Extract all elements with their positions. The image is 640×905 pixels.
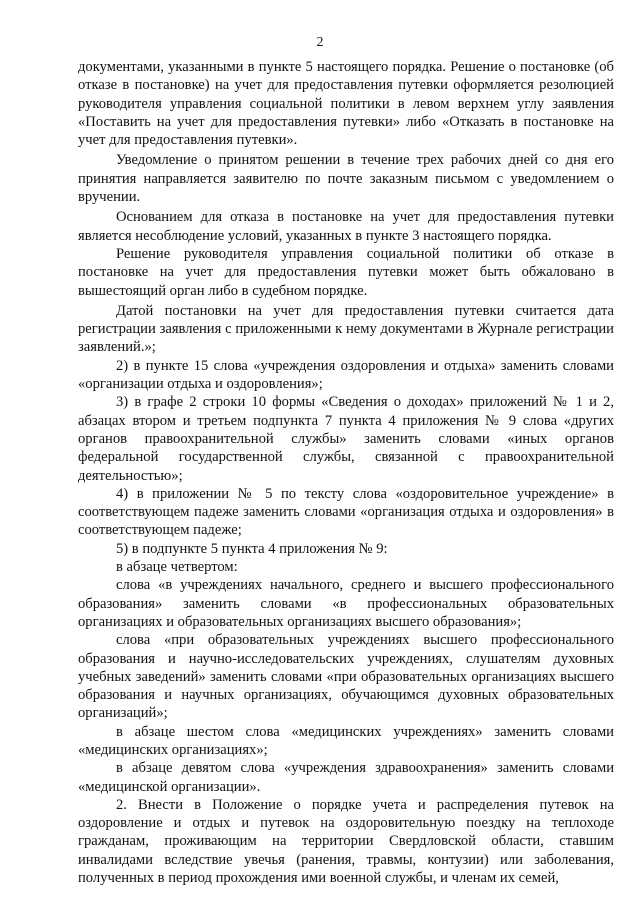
list-item-section-2: 2. Внести в Положение о порядке учета и распределения путевок на оздоровление и отдых и путевок на оздоровительную поездку на теплоходе гражданам, проживающим на территории Свердловской области, ставшим инвалидами вследствие увечья (ранения, травмы, контузии) или заболевания, полученных в период прохождения ими военной службы, и членам их семей, — [78, 796, 614, 887]
list-item-2: 2) в пункте 15 слова «учреждения оздоровления и отдыха» заменить словами «организации отдыха и оздоровления»; — [78, 357, 614, 393]
paragraph-words-1: слова «в учреждениях начального, среднего и высшего профессионального образования» заменить словами «в профессиональных образовательных организациях и образовательных организациях высшего образования»; — [78, 577, 614, 630]
paragraph-continuation: документами, указанными в пункте 5 настоящего порядка. Решение о постановке (об отказе в постановке) на учет для предоставления путевки оформляется резолюцией руководителя управления социальной политики в левом верхнем углу заявления «Поставить на учет для предоставления путевки» либо «Отказать в постановке на учет для предоставления путевки». — [78, 59, 614, 149]
list-item-4: 4) в приложении № 5 по тексту слова «оздоровительное учреждение» в соответствующем падеже заменить словами «организация отдыха и оздоровления» в соответствующем падеже; — [78, 485, 614, 539]
list-item-3: 3) в графе 2 строки 10 формы «Сведения о доходах» приложений № 1 и 2, абзацах втором и третьем подпункта 7 пункта 4 приложения № 9 слова «других органов правоохранительной службы» заменить словами «иных органов федеральной государственной службы, связанной с правоохранительной деятельностью»; — [78, 394, 614, 484]
list-item-5: 5) в подпункте 5 пункта 4 приложения № 9: — [116, 540, 388, 557]
paragraph-fourth-subparagraph: в абзаце четвертом: — [116, 559, 238, 576]
paragraph-registration-date: Датой постановки на учет для предоставления путевки считается дата регистрации заявления с приложенными к нему документами в Журнале регистрации заявлений.»; — [78, 302, 614, 356]
paragraph-notification: Уведомление о принятом решении в течение трех рабочих дней со дня его принятия направляется заявителю по почте заказным письмом с уведомлением о вручении. — [78, 152, 614, 206]
page-number: 2 — [316, 35, 324, 50]
paragraph-ninth-subparagraph: в абзаце девятом слова «учреждения здравоохранения» заменить словами «медицинской организации». — [78, 760, 614, 795]
paragraph-appeal: Решение руководителя управления социальной политики об отказе в постановке на учет для предоставления путевки может быть обжаловано в вышестоящий орган либо в судебном порядке. — [78, 245, 614, 299]
paragraph-words-2: слова «при образовательных учреждениях высшего профессионального образования и научно-исследовательских учреждениях, слушателям духовных учебных заведений» заменить словами «при образовательных организациях высшего образования и научных организациях, обучающимся духовных образовательных организаций»; — [78, 632, 614, 722]
paragraph-sixth-subparagraph: в абзаце шестом слова «медицинских учреждениях» заменить словами «медицинских организациях»; — [78, 723, 614, 758]
document-body — [78, 58, 614, 887]
paragraph-refusal-grounds: Основанием для отказа в постановке на учет для предоставления путевки является несоблюдение условий, указанных в пункте 3 настоящего порядка. — [78, 209, 614, 244]
